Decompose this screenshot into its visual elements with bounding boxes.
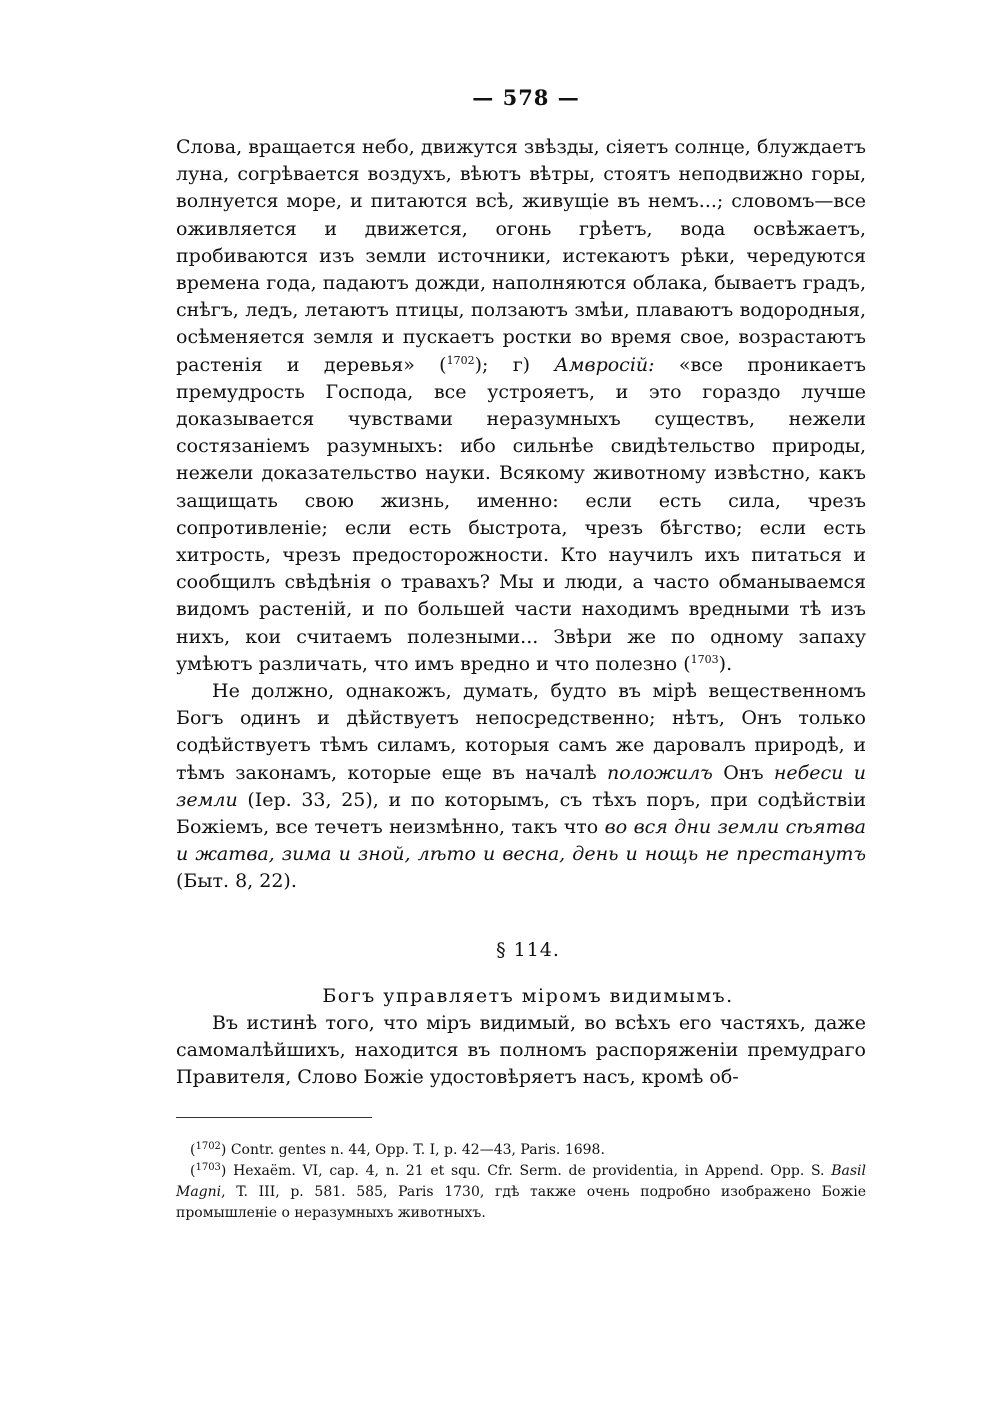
paragraph-2-text-2: Онъ: [712, 761, 774, 784]
paragraph-2-text: Не должно, однакожъ, думать, будто въ мірѣ вещественномъ Богъ одинъ и дѣйствуетъ непосредственно; нѣтъ, Онъ только содѣйствуетъ тѣмъ силамъ, которыя самъ же даровалъ природѣ, и тѣмъ законамъ, которые еще въ началѣ: [176, 680, 866, 784]
paragraph-2: [176, 678, 866, 896]
page-number: — 578 —: [472, 85, 580, 110]
author-name-ambrose: Амвросій:: [554, 353, 655, 376]
paragraph-1-text-3: «все проникаетъ премудрость Господа, все устрояетъ, и это гораздо лучше доказывается чувствами неразумныхъ существъ, нежели состязаніемъ разумныхъ: ибо сильнѣе свидѣтельство природы, нежели доказательство науки. Всякому животному извѣстно, какъ защищать свою жизнь, именно: если есть сила, чрезъ сопротивленіе; если есть быстрота, чрезъ бѣгство; если есть хитрость, чрезъ предосторожности. Кто научилъ ихъ питаться и сообщилъ свѣдѣнія о травахъ? Мы и люди, а часто обманываемся видомъ растеній, и по большей части находимъ вредными тѣ изъ нихъ, кои считаемъ полезными... Звѣри же по одному запаху умѣютъ различать, что имъ вредно и что полезно (: [176, 353, 866, 675]
footnote-italic: Basil Magni: [176, 1163, 866, 1201]
paragraph-1-text-2: ); г): [474, 353, 555, 376]
paragraph-2-italic-3: во вся дни земли сѣятва и жатва, зима и зной, лѣто и весна, день и нощь не престанутъ: [176, 816, 866, 866]
footnote-number: 1702: [195, 1141, 221, 1153]
section-title: Богъ управляетъ міромъ видимымъ.: [322, 984, 734, 1007]
footnote-number: 1703: [195, 1162, 221, 1174]
main-text: [176, 134, 866, 1091]
section-number: § 114.: [496, 938, 560, 961]
paragraph-1-text: Слова, вращается небо, движутся звѣзды, сіяетъ солнце, блуждаетъ луна, согрѣвается воздухъ, вѣютъ вѣтры, стоятъ неподвижно горы, волнуется море, и питаются всѣ, живущіе въ немъ...; словомъ—все оживляется и движется, огонь грѣетъ, вода освѣжаетъ, пробиваются изъ земли источники, истекаютъ рѣки, чередуются времена года, падаютъ дожди, наполняются облака, бываетъ градъ, снѣгъ, ледъ, летаютъ птицы, ползаютъ змѣи, плаваютъ водородныя, осѣменяется земля и пускаетъ ростки во время свое, возрастаютъ растенія и деревья» (: [176, 136, 866, 376]
paragraph-1-text-4: ).: [718, 652, 733, 675]
paragraph-1: [176, 134, 866, 678]
paragraph-2-italic-1: положилъ: [607, 761, 713, 784]
footnote-ref-1703: 1703: [690, 652, 719, 666]
footnotes: [176, 1140, 866, 1224]
document-page: [176, 80, 866, 1224]
paragraph-2-text-4: (Быт. 8, 22).: [176, 870, 297, 893]
footnote-1703: ($^{1703}$) Hexaëm. VI, cap. 4, n. 21 et squ. Cfr. Serm. de providentia, in Append. Opp. S. Basil Magni, T. III, p. 581. 585, Paris 1730, гдѣ также очень подробно изображено Божіе промышленіе о неразумныхъ животныхъ.: [176, 1162, 866, 1222]
footnote-text: Contr. gentes n. 44, Opp. T. I, p. 42—43, Paris. 1698.: [230, 1142, 605, 1159]
footnote-1702: ($^{1702}$) Contr. gentes n. 44, Opp. T. I, p. 42—43, Paris. 1698.: [190, 1141, 605, 1159]
footnote-text: Hexaëm. VI, cap. 4, n. 21 et squ. Cfr. Serm. de providentia, in Append. Opp. S.: [233, 1163, 832, 1180]
footnote-text-2: , T. III, p. 581. 585, Paris 1730, гдѣ также очень подробно изображено Божіе промышленіе о неразумныхъ животныхъ.: [176, 1184, 866, 1222]
section-paragraph: Въ истинѣ того, что міръ видимый, во всѣхъ его частяхъ, даже самомалѣйшихъ, находится въ полномъ распоряженіи премудраго Правителя, Слово Божіе удостовѣряетъ насъ, кромѣ об-: [176, 1011, 866, 1089]
paragraph-2-italic-2: небеси и земли: [176, 761, 866, 811]
footnote-ref-1702: 1702: [446, 353, 475, 367]
section-spacer: [176, 896, 866, 936]
paragraph-2-text-3: (Іер. 33, 25), и по которымъ, съ тѣхъ поръ, при содѣйствіи Божіемъ, все течетъ неизмѣнно, такъ что: [176, 788, 866, 839]
footnote-divider: [176, 1117, 372, 1118]
